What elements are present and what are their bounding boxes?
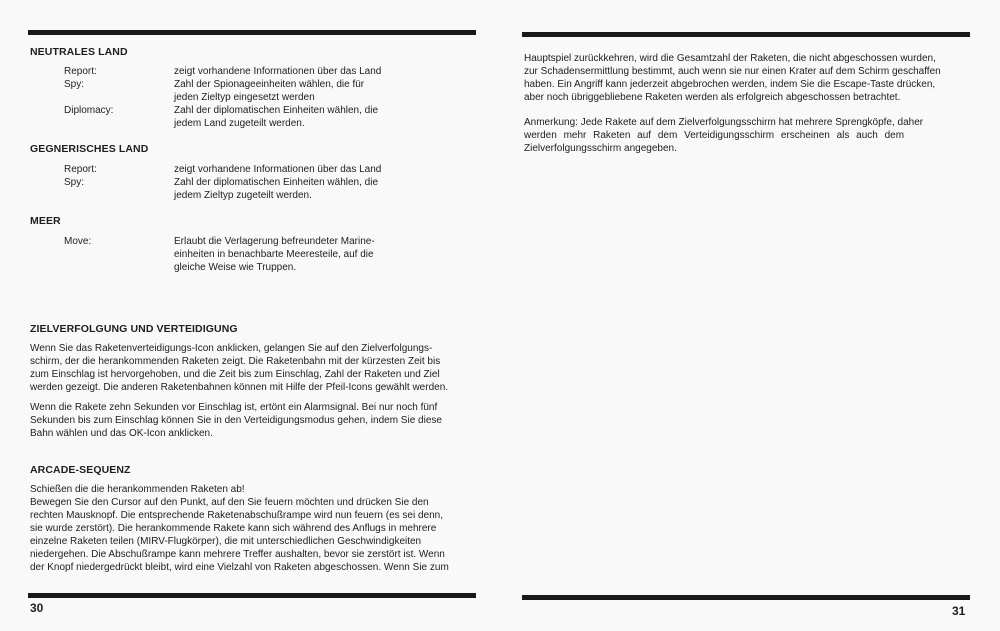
term-report: Report:	[64, 164, 97, 175]
term-report: Report:	[64, 66, 97, 77]
def-line: Zahl der Spionageeinheiten wählen, die für	[174, 79, 365, 90]
def-diplomacy	[174, 104, 434, 130]
heading-neutral-land: NEUTRALES LAND	[30, 46, 128, 58]
term-move: Move:	[64, 236, 92, 247]
text-line: schirm, der die herankommenden Raketen zeigt. Die Raketenbahn mit der kürzesten Zeit bis	[30, 356, 441, 367]
text-line: Sekunden bis zum Einschlag können Sie in den Verteidigungsmodus gehen, indem Sie diese	[30, 415, 442, 426]
text-line: Zielverfolgungsschirm angegeben.	[524, 143, 677, 154]
text-line: Schießen die die herankommenden Raketen ab!	[30, 484, 245, 495]
def-spy	[174, 176, 434, 202]
top-rule	[28, 30, 476, 35]
term-spy: Spy:	[64, 79, 85, 90]
arcade-paragraph	[30, 483, 478, 574]
text-line: werden mehr Raketen auf dem Verteidigungsschirm erscheinen als auch dem	[524, 130, 905, 141]
right-page	[500, 0, 1000, 631]
tracking-paragraph-2	[30, 401, 478, 440]
text-line: zum Einschlag ist hervorgehoben, und die Zeit bis zum Einschlag, Zahl der Raketen und Ziel	[30, 369, 440, 380]
text-line: werden gezeigt. Die anderen Raketenbahnen können mit Hilfe der Pfeil-Icons gewählt werden.	[30, 382, 449, 393]
text-line: zur Schadensermittlung bestimmt, auch wenn sie nur einen Krater auf dem Schirm geschaffen	[524, 66, 941, 77]
page-number: 31	[952, 604, 966, 618]
text-line: Wenn Sie das Raketenverteidigungs-Icon anklicken, gelangen Sie auf den Zielverfolgungs-	[30, 343, 433, 354]
text-line: einzelne Raketen teilen (MIRV-Flugkörper), die mit unterschiedlichen Geschwindigkeiten	[30, 536, 422, 547]
def-report	[174, 65, 434, 78]
text-line: Anmerkung: Jede Rakete auf dem Zielverfolgungsschirm hat mehrere Sprengköpfe, daher	[524, 117, 924, 128]
term-spy: Spy:	[64, 177, 85, 188]
heading-tracking: ZIELVERFOLGUNG UND VERTEIDIGUNG	[30, 323, 238, 335]
heading-enemy-land: GEGNERISCHES LAND	[30, 143, 149, 155]
text-line: der Knopf niedergedrückt bleibt, wird eine Vielzahl von Raketen abgeschossen. Wenn Sie zum	[30, 562, 449, 573]
text-line: sie wurde zerstört). Die herankommende Rakete kann sich während des Anflugs in mehrere	[30, 523, 437, 534]
def-line: jeden Zieltyp eingesetzt werden	[174, 92, 315, 103]
def-move	[174, 235, 434, 274]
page-number: 30	[30, 601, 44, 615]
def-line: zeigt vorhandene Informationen über das Land	[174, 66, 382, 77]
top-rule	[522, 32, 970, 37]
def-line: gleiche Weise wie Truppen.	[174, 262, 297, 273]
def-spy	[174, 78, 434, 104]
def-line: jedem Zieltyp zugeteilt werden.	[174, 190, 312, 201]
def-line: Zahl der diplomatischen Einheiten wählen, die	[174, 105, 379, 116]
tracking-paragraph-1	[30, 342, 478, 394]
text-line: Hauptspiel zurückkehren, wird die Gesamtzahl der Raketen, die nicht abgeschossen wurden,	[524, 53, 936, 64]
continuation-paragraph	[524, 52, 974, 104]
text-line: niedergehen. Die Abschußrampe kann mehrere Treffer aushalten, bevor sie zerstört ist. Wenn	[30, 549, 445, 560]
def-line: einheiten in benachbarte Meeresteile, auf die	[174, 249, 374, 260]
def-report	[174, 163, 434, 176]
note-paragraph	[524, 116, 974, 155]
text-line: rechten Mausknopf. Die entsprechende Raketenabschußrampe wird nun feuern (es sei denn,	[30, 510, 444, 521]
text-line: haben. Ein Angriff kann jederzeit abgebrochen werden, indem Sie die Escape-Taste drücken,	[524, 79, 936, 90]
text-line: aber noch übriggebliebene Raketen werden als erfolgreich abgeschossen betrachtet.	[524, 92, 901, 103]
def-line: zeigt vorhandene Informationen über das Land	[174, 164, 382, 175]
text-line: Bahn wählen und das OK-Icon anklicken.	[30, 428, 213, 439]
term-diplomacy: Diplomacy:	[64, 105, 114, 116]
text-line: Bewegen Sie den Cursor auf den Punkt, auf den Sie feuern möchten und drücken Sie den	[30, 497, 429, 508]
def-line: Erlaubt die Verlagerung befreundeter Marine-	[174, 236, 375, 247]
text-line: Wenn die Rakete zehn Sekunden vor Einschlag ist, ertönt ein Alarmsignal. Bei nur noch fünf	[30, 402, 438, 413]
def-line: Zahl der diplomatischen Einheiten wählen, die	[174, 177, 379, 188]
heading-sea: MEER	[30, 215, 61, 227]
bottom-rule	[28, 593, 476, 598]
heading-arcade: ARCADE-SEQUENZ	[30, 464, 131, 476]
def-line: jedem Land zugeteilt werden.	[174, 118, 305, 129]
bottom-rule	[522, 595, 970, 600]
